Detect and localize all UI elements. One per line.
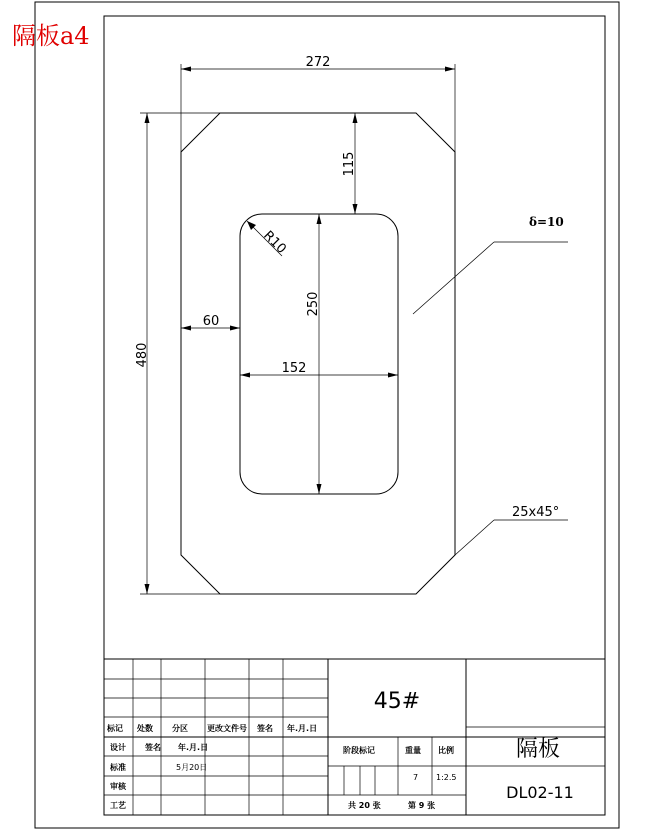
width-label: 272 bbox=[305, 55, 331, 70]
chamfer-leader bbox=[455, 505, 568, 555]
header-sign: 签名 bbox=[257, 724, 273, 733]
title-block bbox=[104, 659, 605, 815]
thickness-leader bbox=[413, 215, 568, 314]
part-name: 隔板 bbox=[515, 737, 561, 762]
date-label: 年.月.日 bbox=[178, 743, 209, 752]
dimension-side-gap bbox=[181, 314, 240, 331]
header-zone: 分区 bbox=[172, 724, 188, 733]
material-label: 45# bbox=[373, 689, 421, 714]
standard-label: 标准 bbox=[110, 763, 126, 772]
top-gap-label: 115 bbox=[342, 151, 357, 177]
corner-label: 隔板a4 bbox=[12, 22, 90, 50]
hole-width-label: 152 bbox=[281, 361, 307, 376]
dimension-width bbox=[181, 55, 455, 152]
thickness-label: δ=10 bbox=[529, 215, 564, 229]
header-date: 年.月.日 bbox=[287, 724, 318, 733]
header-mark: 标记 bbox=[107, 724, 123, 733]
quantity-value: 7 bbox=[413, 773, 419, 782]
dimension-hole-height bbox=[306, 214, 322, 494]
scale-value: 1:2.5 bbox=[436, 773, 457, 782]
side-gap-label: 60 bbox=[202, 314, 220, 329]
chamfer-label: 25x45° bbox=[512, 505, 560, 520]
dimension-height bbox=[135, 113, 220, 594]
plate-outline bbox=[181, 113, 455, 594]
sign-label: 签名 bbox=[145, 743, 161, 752]
inner-border bbox=[104, 16, 605, 815]
radius-label: R10 bbox=[260, 228, 289, 257]
weight-label: 重量 bbox=[405, 746, 421, 755]
sheet-total: 共 20 张 bbox=[348, 801, 381, 810]
header-count: 处数 bbox=[137, 724, 153, 733]
dimension-top-gap bbox=[342, 113, 358, 214]
drawing-number: DL02-11 bbox=[506, 783, 574, 802]
stage-mark-label: 阶段标记 bbox=[343, 746, 375, 755]
date-value: 5月20日 bbox=[176, 763, 208, 772]
review-label: 审核 bbox=[110, 782, 126, 791]
outer-border bbox=[35, 2, 619, 828]
scale-label: 比例 bbox=[438, 746, 454, 755]
header-change-doc: 更改文件号 bbox=[207, 724, 247, 733]
height-label: 480 bbox=[135, 342, 150, 368]
dimension-radius bbox=[247, 221, 289, 257]
hole-height-label: 250 bbox=[306, 291, 321, 317]
design-label: 设计 bbox=[110, 743, 126, 752]
process-label: 工艺 bbox=[110, 801, 126, 810]
sheet-index: 第 9 张 bbox=[408, 801, 436, 810]
